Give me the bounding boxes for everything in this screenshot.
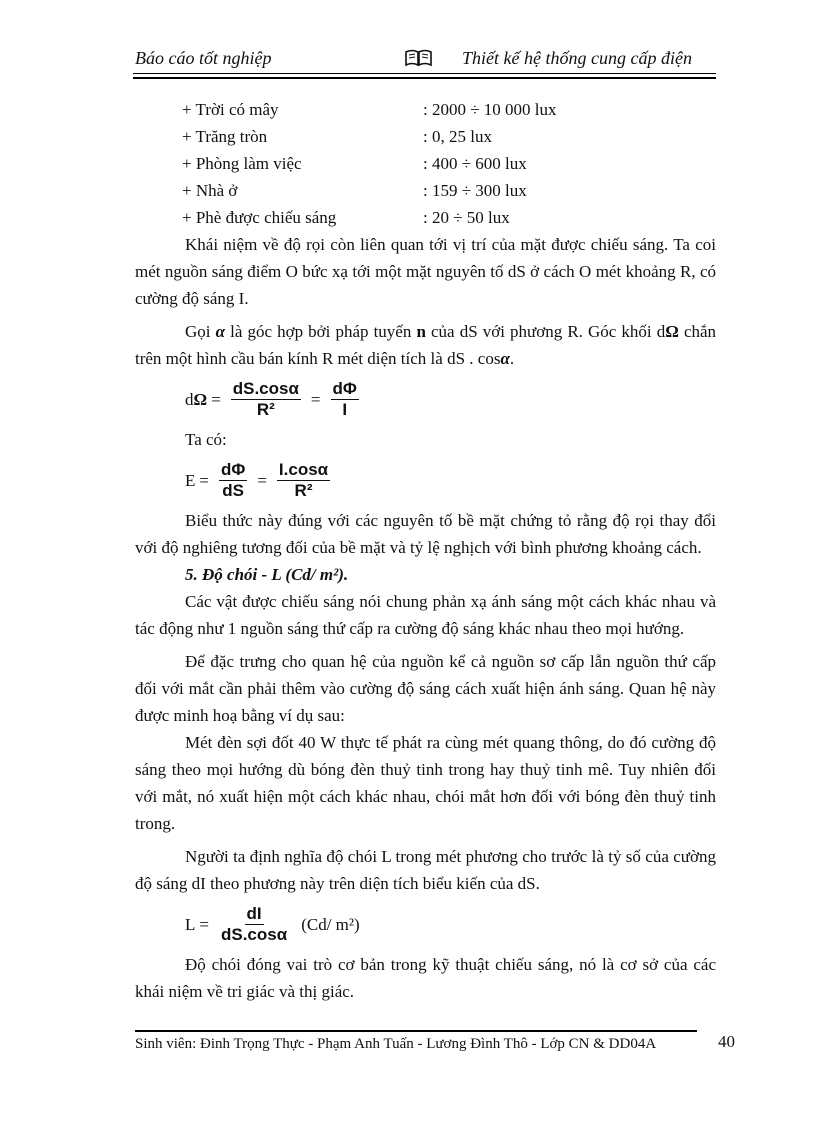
- header-rule-top: [133, 73, 716, 74]
- formula-lhs: dΩ: [185, 389, 208, 409]
- alpha-symbol: α: [500, 349, 510, 368]
- formula-lhs: L: [185, 914, 196, 934]
- book-icon: [404, 48, 434, 68]
- list-item: [135, 96, 716, 123]
- text-run: .: [509, 349, 515, 368]
- numerator: dΦ: [332, 378, 357, 398]
- text-run: chắn trên một hình cầu bán kính R mét diện tích là dS . cos: [135, 322, 717, 368]
- document-body: [135, 96, 716, 1005]
- ta-co-label: Ta có:: [185, 430, 227, 449]
- denominator: R²: [256, 399, 275, 419]
- paragraph-lamp-example: Mét đèn sợi đốt 40 W thực tế phát ra cùng mét quang thông, do đó cường độ sáng theo mọi hướng dù bóng đèn thuỷ tinh trong hay thuỷ tinh mê. Tuy nhiên đối với mắt, nó xuất hiện một cách khác nhau, chói mắt hơn đối với bóng đèn thuỷ tinh trong.: [135, 733, 716, 833]
- numerator: dI: [246, 903, 262, 923]
- text-run: Gọi: [185, 322, 211, 341]
- list-item-label: + Trời có mây: [182, 100, 279, 119]
- list-item-label: + Nhà ở: [182, 181, 238, 200]
- illuminance-list: [135, 96, 716, 231]
- paragraph-expression: Biểu thức này đúng với các nguyên tố bề mặt chứng tỏ rằng độ rọi thay đổi với độ nghiêng tương đối của bề mặt và tỷ lệ nghịch với bình phương khoảng cách.: [135, 511, 716, 557]
- paragraph-solid-angle: [135, 318, 716, 372]
- formula-lhs: E: [185, 470, 196, 490]
- equals-sign: =: [199, 914, 209, 934]
- fraction: [219, 460, 247, 501]
- paragraph-illuminance-position: Khái niệm về độ rọi còn liên quan tới vị trí của mặt được chiếu sáng. Ta coi mét nguồn sáng điểm O bức xạ tới một mặt nguyên tố dS ở cách O mét khoảng R, có cường độ sáng I.: [135, 235, 716, 308]
- fraction: [277, 460, 330, 501]
- fraction: [231, 379, 301, 420]
- list-item-label: + Trăng tròn: [182, 127, 268, 146]
- paragraph-characterize: Để đặc trưng cho quan hệ của nguồn kể cả nguồn sơ cấp lẫn nguồn thứ cấp đối với mắt cần phải thêm vào cường độ sáng cách xuất hiện ánh sáng. Quan hệ này được minh hoạ bằng ví dụ sau:: [135, 652, 716, 725]
- formula-illuminance: [185, 453, 716, 507]
- list-item: [135, 150, 716, 177]
- normal-vector-symbol: n: [416, 322, 426, 341]
- list-item: [135, 123, 716, 150]
- equals-sign: =: [310, 389, 321, 409]
- equals-sign: =: [211, 389, 221, 409]
- formula-luminance: [185, 897, 716, 951]
- list-item-value: : 20 ÷ 50 lux: [423, 208, 510, 227]
- denominator: I: [342, 399, 348, 419]
- list-item-value: : 0, 25 lux: [423, 127, 492, 146]
- header-right-title: Thiết kế hệ thống cung cấp điện: [462, 48, 692, 68]
- header-left-title: Báo cáo tốt nghiệp: [135, 48, 272, 68]
- list-item: [135, 177, 716, 204]
- footer-rule: [135, 1030, 697, 1032]
- denominator: R²: [294, 480, 313, 500]
- header-rule-bottom: [133, 77, 716, 79]
- list-item-label: + Phè được chiếu sáng: [182, 208, 337, 227]
- list-item-value: : 159 ÷ 300 lux: [423, 181, 527, 200]
- numerator: I.cosα: [278, 459, 329, 479]
- omega-symbol: Ω: [665, 322, 679, 341]
- footer-authors: Sinh viên: Đinh Trọng Thực - Phạm Anh Tuấn - Lương Đình Thô - Lớp CN & DD04A: [135, 1036, 657, 1052]
- formula-solid-angle: [185, 372, 716, 426]
- list-item: [135, 204, 716, 231]
- equals-sign: =: [199, 470, 209, 490]
- text-run: là góc hợp bởi pháp tuyến: [230, 322, 412, 341]
- page-number: 40: [718, 1032, 735, 1051]
- paragraph-luminance-definition: Người ta định nghĩa độ chói L trong mét phương cho trước là tỷ số của cường độ sáng dI theo phương này trên diện tích biểu kiến của dS.: [135, 847, 716, 893]
- paragraph-luminance-role: Độ chói đóng vai trò cơ bản trong kỹ thuật chiếu sáng, nó là cơ sở của các khái niệm về tri giác và thị giác.: [135, 955, 716, 1001]
- numerator: dS.cosα: [232, 378, 299, 398]
- section-heading: 5. Độ chói - L (Cd/ m²).: [185, 565, 349, 584]
- paragraph-reflection: Các vật được chiếu sáng nói chung phản xạ ánh sáng một cách khác nhau và tác động như 1 nguồn sáng thứ cấp ra cường độ sáng khác nhau theo mọi hướng.: [135, 592, 716, 638]
- list-item-label: + Phòng làm việc: [182, 154, 302, 173]
- text-run: của dS với phương R. Góc khối d: [431, 322, 666, 341]
- list-item-value: : 2000 ÷ 10 000 lux: [423, 100, 557, 119]
- equals-sign: =: [257, 470, 267, 490]
- alpha-symbol: α: [215, 322, 225, 341]
- fraction: [219, 904, 289, 945]
- denominator: dS.cosα: [220, 924, 288, 944]
- numerator: dΦ: [220, 459, 246, 479]
- denominator: dS: [222, 480, 245, 500]
- unit-label: (Cd/ m²): [301, 914, 360, 934]
- list-item-value: : 400 ÷ 600 lux: [423, 154, 527, 173]
- fraction: [331, 379, 359, 420]
